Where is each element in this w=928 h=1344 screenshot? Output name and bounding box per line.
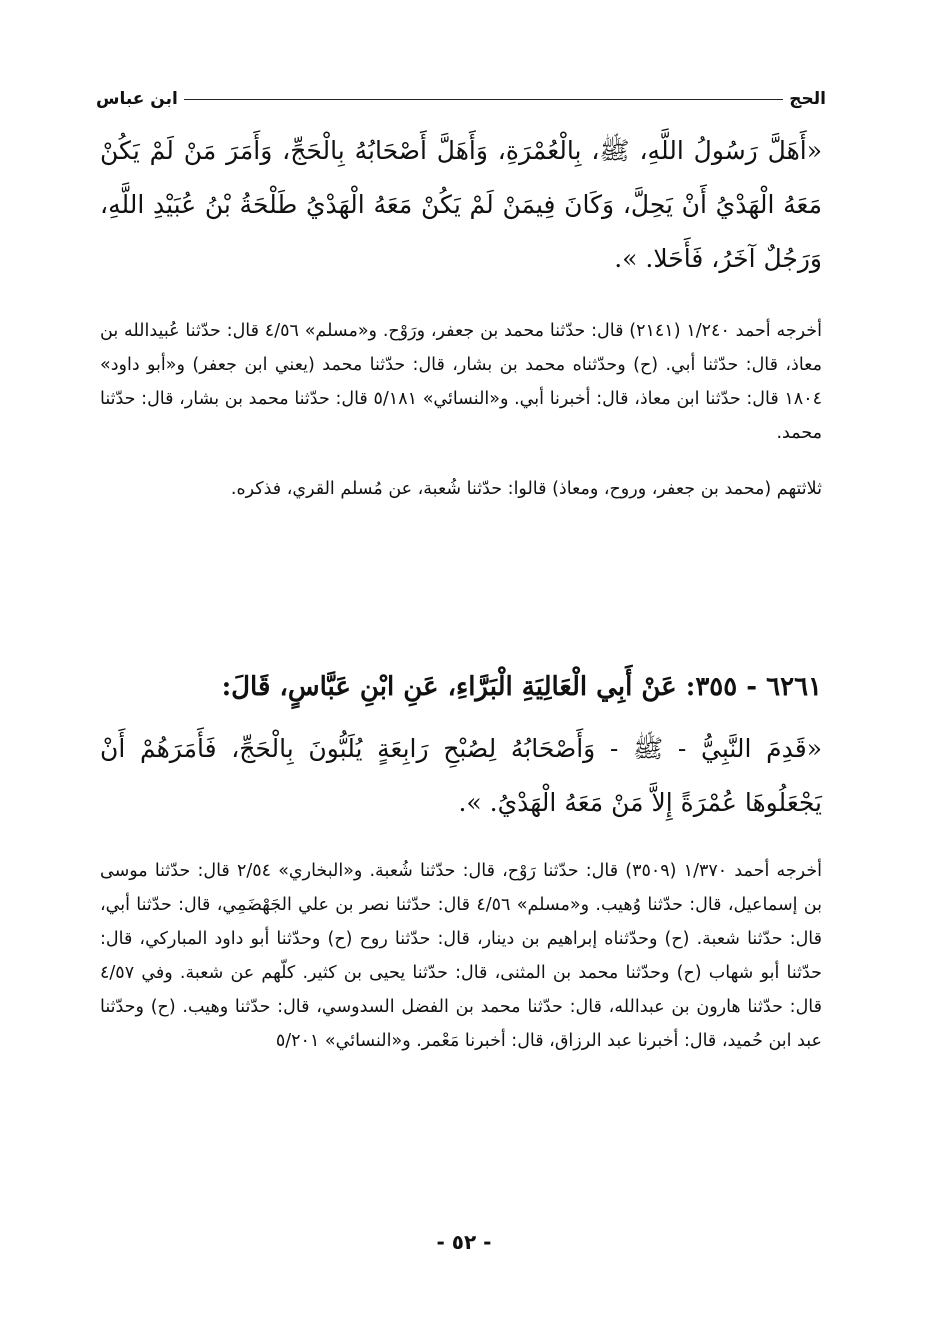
running-header [96,84,826,114]
takhrij-1 [100,314,822,506]
header-rule [184,99,783,100]
page-number: - ٥٢ - [436,1230,492,1254]
header-chapter-title: الحج [789,89,826,109]
takhrij-2 [100,854,822,1058]
header-narrator-title: ابن عباس [96,89,178,109]
takhrij-1-para-2: ثلاثتهم (محمد بن جعفر، وروح، ومعاذ) قالوا: حدّثنا شُعبة، عن مُسلم القري، فذكره. [230,479,822,499]
hadith-text-1: «أَهَلَّ رَسُولُ اللَّهِ، ﷺ، بِالْعُمْرَةِ، وَأَهَلَّ أَصْحَابُهُ بِالْحَجِّ، وَأَمَرَ مَنْ لَمْ يَكُنْ مَعَهُ الْهَدْيُ أَنْ يَحِلَّ، وَكَانَ فِيمَنْ لَمْ يَكُنْ مَعَهُ الْهَدْيُ طَلْحَةُ بْنُ عُبَيْدِ اللَّهِ، وَرَجُلٌ آخَرُ، فَأَحَلا. ». [100,136,822,273]
takhrij-1-para-1: أخرجه أحمد ١/٢٤٠ (٢١٤١) قال: حدّثنا محمد بن جعفر، ورَوْح. و«مسلم» ٤/٥٦ قال: حدّثنا عُبيدالله بن معاذ، قال: حدّثنا أبي. (ح) وحدّثناه محمد بن بشار، قال: حدّثنا محمد (يعني ابن جعفر) و«أبو داود» ١٨٠٤ قال: حدّثنا ابن معاذ، قال: أخبرنا أبي. و«النسائي» ٥/١٨١ قال: حدّثنا محمد بن بشار، قال: حدّثنا محمد. [100,321,822,443]
takhrij-2-para-1: أخرجه أحمد ١/٣٧٠ (٣٥٠٩) قال: حدّثنا رَوْح، قال: حدّثنا شُعبة. و«البخاري» ٢/٥٤ قال: حدّثنا موسى بن إسماعيل، قال: حدّثنا وُهيب. و«مسلم» ٤/٥٦ قال: حدّثنا نصر بن علي الجَهْضَمِي، قال: حدّثنا أبي، قال: حدّثنا شعبة. (ح) وحدّثناه إبراهيم بن دينار، قال: حدّثنا روح (ح) وحدّثنا أبو داود المباركي، قال: حدّثنا أبو شهاب (ح) وحدّثنا محمد بن المثنى، قال: حدّثنا يحيى بن كثير. كلّهم عن شعبة. وفي ٤/٥٧ قال: حدّثنا هارون بن عبدالله، قال: حدّثنا محمد بن الفضل السدوسي، قال: حدّثنا وهيب. (ح) وحدّثنا عبد ابن حُميد، قال: أخبرنا عبد الرزاق، قال: أخبرنا مَعْمر. و«النسائي» ٥/٢٠١ [100,861,823,1051]
hadith-text-2: «قَدِمَ النَّبِيُّ - ﷺ - وَأَصْحَابُهُ لِصُبْحِ رَابِعَةٍ يُلَبُّونَ بِالْحَجِّ، فَأَمَرَهُمْ أَنْ يَجْعَلُوهَا عُمْرَةً إِلاَّ مَنْ مَعَهُ الْهَدْيُ. ». [100,734,822,817]
hadith-2-heading: ٦٢٦١ - ٣٥٥: عَنْ أَبِي الْعَالِيَةِ الْبَرَّاءِ، عَنِ ابْنِ عَبَّاسٍ، قَالَ: [221,672,822,702]
